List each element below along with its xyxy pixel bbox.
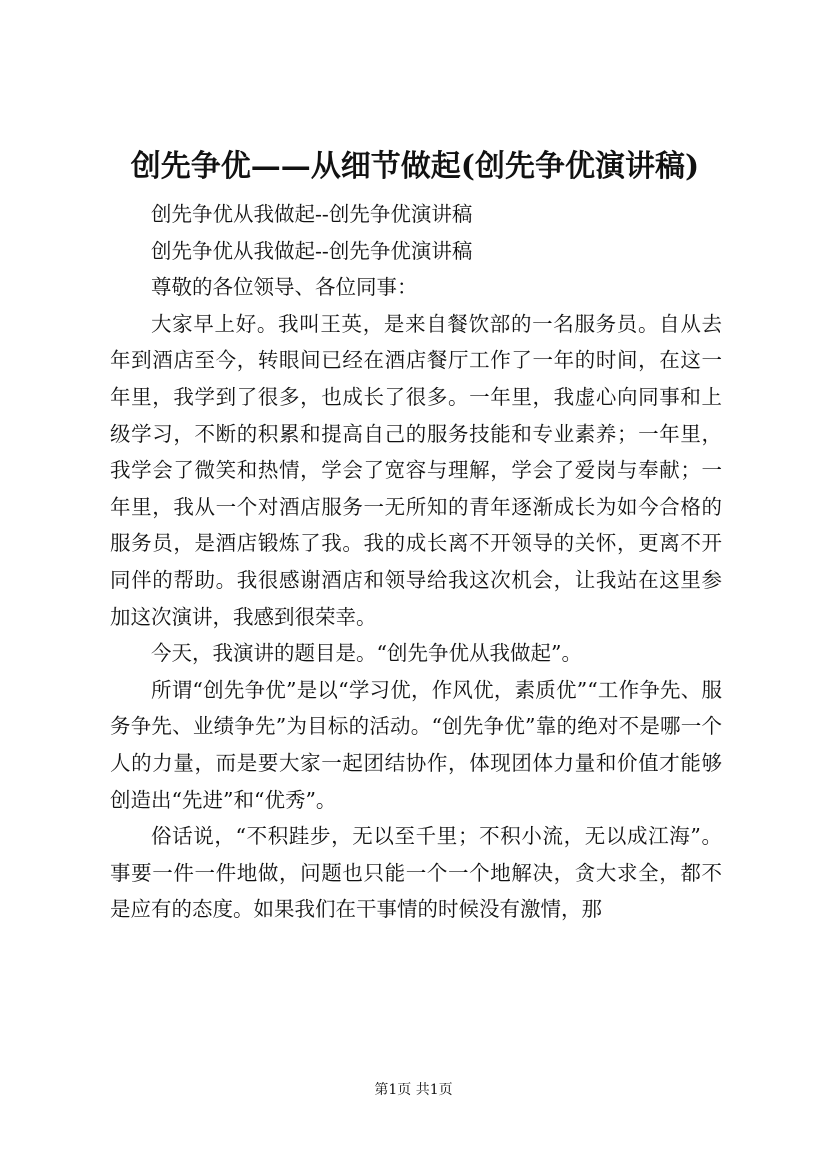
document-title: 创先争优——从细节做起(创先争优演讲稿): [130, 149, 700, 184]
paragraph-subtitle-2: 创先争优从我做起--创先争优演讲稿: [151, 238, 473, 263]
paragraph-topic: 今天，我演讲的题目是。“创先争优从我做起”。: [151, 641, 582, 666]
paragraph-definition: 所谓“创先争优”是以“学习优，作风优，素质优”“工作争先、服务争先、业绩争先”为目标的活动。“创先争优”靠的绝对不是哪一个人的力量，而是要大家一起团结协作，体现团体力量和价值才能够创造出“先进”和“优秀”。: [110, 677, 722, 812]
paragraph-proverb: 俗话说，“不积跬步，无以至千里；不积小流，无以成江海”。事要一件一件地做，问题也只能一个一个地解决，贪大求全，都不是应有的态度。如果我们在干事情的时候没有激情，那: [110, 824, 722, 922]
paragraph-introduction: 大家早上好。我叫王英，是来自餐饮部的一名服务员。自从去年到酒店至今，转眼间已经在酒店餐厅工作了一年的时间，在这一年里，我学到了很多，也成长了很多。一年里，我虚心向同事和上级学习，不断的积累和提高自己的服务技能和专业素养；一年里，我学会了微笑和热情，学会了宽容与理解，学会了爱岗与奉献；一年里，我从一个对酒店服务一无所知的青年逐渐成长为如今合格的服务员，是酒店锻炼了我。我的成长离不开领导的关怀，更离不开同伴的帮助。我很感谢酒店和领导给我这次机会，让我站在这里参加这次演讲，我感到很荣幸。: [110, 311, 722, 629]
page-number-footer: 第1页 共1页: [374, 1082, 453, 1098]
document-body: [110, 196, 722, 928]
paragraph-subtitle-1: 创先争优从我做起--创先争优演讲稿: [151, 202, 473, 226]
paragraph-greeting: 尊敬的各位领导、各位同事：: [151, 275, 418, 300]
